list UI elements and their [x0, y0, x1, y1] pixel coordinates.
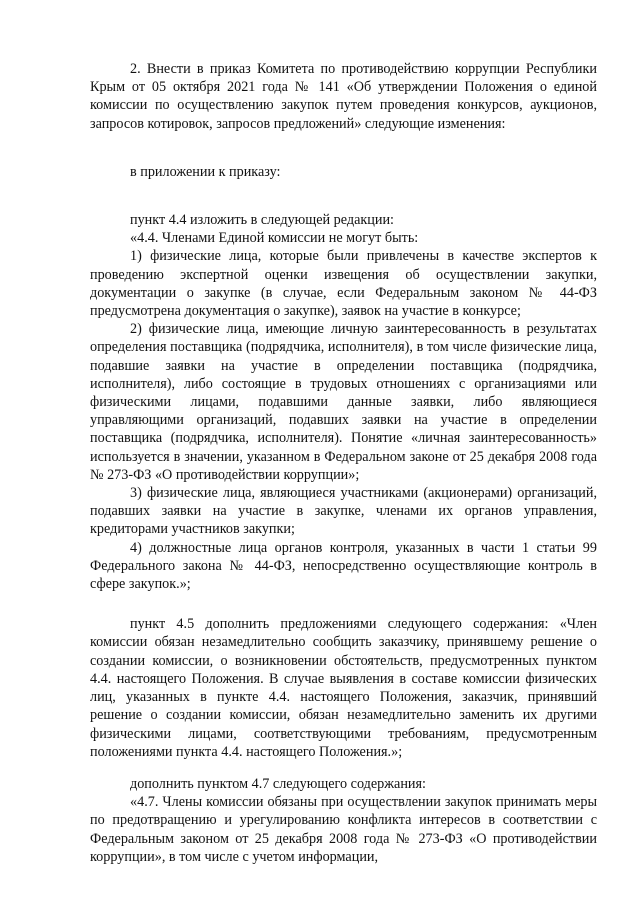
item-4-4-subitem-3: 3) физические лица, являющиеся участниками (акционерами) организаций, подавших заявки на участие в закупке, членами их органов управления, кредиторами участников закупки; [90, 485, 597, 538]
annex-heading: в приложении к приказу: [130, 163, 281, 180]
intro-paragraph: 2. Внести в приказ Комитета по противодействию коррупции Республики Крым от 05 октября 2021 года № 141 «Об утверждении Положения о единой комиссии по осуществлению закупок путем проведения конкурсов, аукционов, запросов котировок, запросов предложений» следующие изменения: [90, 61, 597, 132]
item-4-4-subitem-2: 2) физические лица, имеющие личную заинтересованность в результатах определения поставщика (подрядчика, исполнителя), в том числе физические лица, подавшие заявки на участие в определении поставщика (подрядчика, исполнителя), либо состоящие в трудовых отношениях с организациями или физическими лицами, подавшими данные заявки, либо являющиеся управляющими организаций, подавших заявки на участие в определении поставщика (подрядчика, исполнителя). Понятие «личная заинтересованность» используется в значении, указанном в Федеральном законе от 25 декабря 2008 года № 273-ФЗ «О противодействии коррупции»; [90, 321, 597, 483]
item-4-7-intro: дополнить пунктом 4.7 следующего содержания: [130, 775, 426, 792]
item-4-5-paragraph: пункт 4.5 дополнить предложениями следующего содержания: «Член комиссии обязан незамедлительно сообщить заказчику, принявшему решение о создании комиссии, о возникновении обстоятельств, предусмотренных пунктом 4.4. настоящего Положения. В случае выявления в составе комиссии физических лиц, указанных в пункте 4.4. настоящего Положения, заказчик, принявший решение о создании комиссии, обязан незамедлительно заменить их другими физическими лицами, соответствующими требованиям, предусмотренным положениями пункта 4.4. настоящего Положения.»; [90, 616, 597, 760]
item-4-4-intro: пункт 4.4 изложить в следующей редакции: [130, 212, 394, 229]
document-body [90, 60, 597, 866]
item-4-4-subitem-4: 4) должностные лица органов контроля, указанных в части 1 статьи 99 Федерального закона № 44-ФЗ, непосредственно осуществляющие контроль в сфере закупок.»; [90, 539, 597, 593]
item-4-7-text: «4.7. Члены комиссии обязаны при осуществлении закупок принимать меры по предотвращению и урегулированию конфликта интересов в соответствии с Федеральным законом от 25 декабря 2008 года № 273-ФЗ «О противодействии коррупции», в том числе с учетом информации, [90, 794, 597, 865]
item-4-4-quote-start: «4.4. Членами Единой комиссии не могут быть: [130, 230, 419, 247]
item-4-4-subitem-1: 1) физические лица, которые были привлечены в качестве экспертов к проведению экспертной оценки извещения об осуществлении закупки, документации о закупке (в случае, если Федеральным законом № 44-ФЗ предусмотрена документация о закупке), заявок на участие в конкурсе; [90, 248, 597, 320]
